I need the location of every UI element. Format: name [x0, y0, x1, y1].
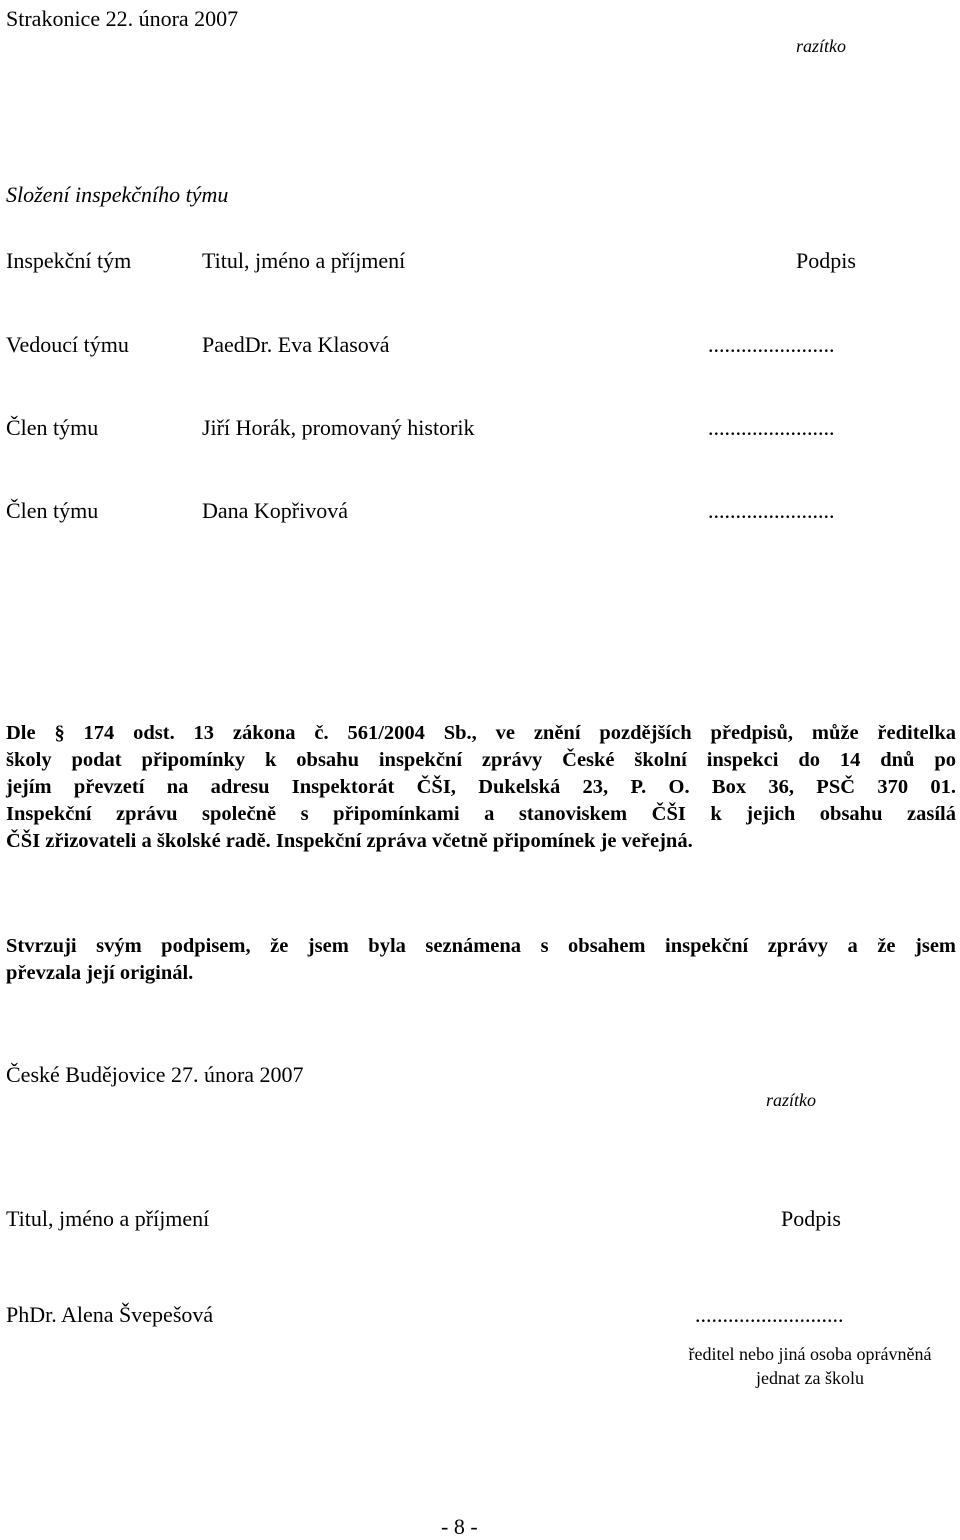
team-row-signature: .......................	[708, 498, 835, 523]
page-number: - 8 -	[441, 1514, 478, 1539]
signature-caption-line: jednat za školu	[756, 1368, 864, 1388]
legal-notice-line: Inspekční zprávu společně s připomínkami a stanoviskem ČŠI k jejich obsahu zasílá	[6, 803, 956, 825]
signature-caption-line: ředitel nebo jiná osoba oprávněná	[688, 1344, 932, 1364]
legal-notice-line: školy podat připomínky k obsahu inspekční zprávy České školní inspekci do 14 dnů po	[6, 749, 956, 771]
team-row-role: Člen týmu	[6, 498, 99, 523]
receipt-name: PhDr. Alena Švepešová	[6, 1302, 214, 1327]
confirmation-line: Stvrzuji svým podpisem, že jsem byla seznámena s obsahem inspekční zprávy a že jsem	[6, 935, 956, 957]
signature-caption	[660, 1342, 960, 1390]
team-row-role: Vedoucí týmu	[6, 332, 129, 357]
team-row-signature: .......................	[708, 332, 835, 357]
receipt-name-label: Titul, jméno a příjmení	[6, 1206, 210, 1231]
legal-notice-line: jejím převzetí na adresu Inspektorát ČŠI, Dukelská 23, P. O. Box 36, PSČ 370 01.	[6, 776, 956, 798]
receipt-stamp-label: razítko	[766, 1090, 817, 1110]
team-row-signature: .......................	[708, 415, 835, 440]
team-row-name: Dana Kopřivová	[202, 498, 349, 523]
legal-notice-line: Dle § 174 odst. 13 zákona č. 561/2004 Sb., ve znění pozdějších předpisů, může ředitelka	[6, 722, 956, 744]
stamp-label: razítko	[796, 36, 847, 56]
place-date: Strakonice 22. února 2007	[6, 6, 239, 31]
receipt-signature-dots: ...........................	[695, 1302, 844, 1327]
legal-notice	[6, 720, 956, 855]
team-column-signature: Podpis	[796, 248, 856, 273]
team-column-name: Titul, jméno a příjmení	[202, 248, 406, 273]
receipt-place-date: České Budějovice 27. února 2007	[6, 1062, 304, 1087]
team-heading: Složení inspekčního týmu	[6, 182, 229, 207]
team-row-role: Člen týmu	[6, 415, 99, 440]
confirmation-line: převzala její originál.	[6, 962, 194, 984]
legal-notice-line: ČŠI zřizovateli a školské radě. Inspekční zpráva včetně připomínek je veřejná.	[6, 830, 693, 852]
team-row-name: Jiří Horák, promovaný historik	[202, 415, 475, 440]
confirmation-statement	[6, 933, 956, 987]
receipt-signature-label: Podpis	[781, 1206, 841, 1231]
team-row-name: PaedDr. Eva Klasová	[202, 332, 390, 357]
team-column-role: Inspekční tým	[6, 248, 132, 273]
